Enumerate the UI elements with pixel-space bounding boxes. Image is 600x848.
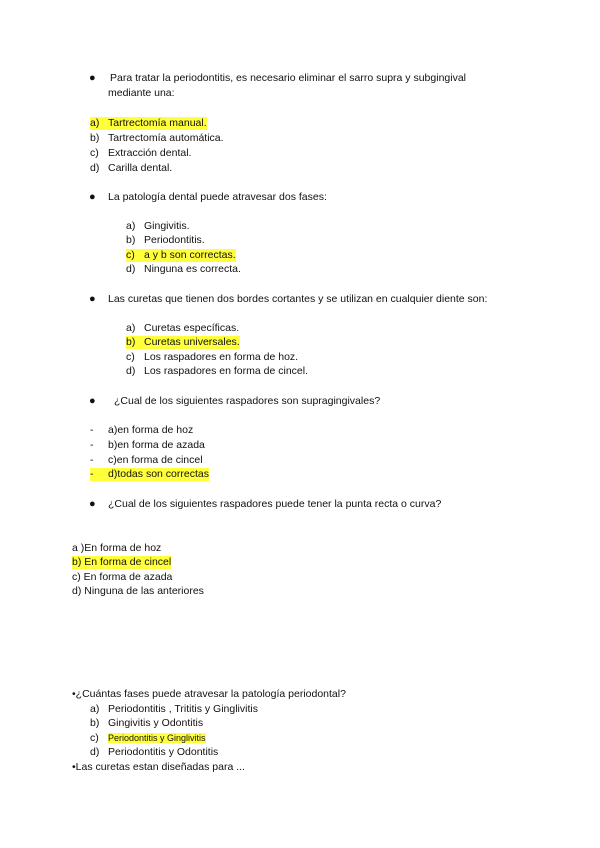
option-text: d)todas son correctas xyxy=(108,468,209,480)
q3-option-d xyxy=(126,365,308,378)
option-text: Tartrectomía manual. xyxy=(108,117,207,129)
option-text: Los raspadores en forma de cincel. xyxy=(144,365,309,377)
option-marker: b) xyxy=(90,132,100,144)
question-7-text: •Las curetas estan diseñadas para ... xyxy=(72,761,245,773)
q2-option-c xyxy=(126,249,236,262)
option-marker: a) xyxy=(126,220,136,232)
option-marker: b) xyxy=(126,336,136,348)
option-text: Gingivitis. xyxy=(144,220,190,232)
q2-option-b xyxy=(126,234,205,247)
question-4-text: ¿Cual de los siguientes raspadores son supragingivales? xyxy=(114,395,381,407)
option-text: Curetas específicas. xyxy=(144,322,240,334)
option-marker: d) xyxy=(126,263,136,275)
option-text: Los raspadores en forma de hoz. xyxy=(144,351,299,363)
question-5-text: ¿Cual de los siguientes raspadores puede tener la punta recta o curva? xyxy=(108,498,442,510)
option-marker: b) xyxy=(126,234,136,246)
q1-option-c xyxy=(90,147,191,160)
q1-option-d xyxy=(90,162,172,175)
option-marker: - xyxy=(90,439,94,451)
option-text: Carilla dental. xyxy=(108,162,173,174)
question-1-text-line2: mediante una: xyxy=(108,87,175,99)
question-2-text: La patología dental puede atravesar dos fases: xyxy=(108,191,327,203)
option-marker: a) xyxy=(90,703,100,715)
option-text: Curetas universales. xyxy=(144,336,240,348)
q4-option-c xyxy=(90,454,203,467)
option-text: b)en forma de azada xyxy=(108,439,205,451)
option-text: Extracción dental. xyxy=(108,147,192,159)
q5-option-a: a )En forma de hoz xyxy=(72,542,162,554)
q6-option-c xyxy=(90,732,206,745)
option-text: a)en forma de hoz xyxy=(108,424,194,436)
q3-option-b xyxy=(126,336,240,349)
q3-option-a xyxy=(126,322,239,335)
option-marker: - xyxy=(90,454,94,466)
option-text: Ninguna es correcta. xyxy=(144,263,241,275)
option-marker: - xyxy=(90,468,94,480)
q2-option-d xyxy=(126,263,241,276)
option-marker: b) xyxy=(90,717,100,729)
q5-option-c: c) En forma de azada xyxy=(72,571,173,583)
q6-option-d xyxy=(90,746,218,759)
q2-option-a xyxy=(126,220,190,233)
option-marker: d) xyxy=(126,365,136,377)
option-text: Periodontitis. xyxy=(144,234,205,246)
q1-option-a xyxy=(90,117,207,130)
q5-option-b: b) En forma de cincel xyxy=(72,556,172,568)
q6-option-b xyxy=(90,717,203,730)
q4-option-b xyxy=(90,439,205,452)
bullet-icon: ● xyxy=(89,72,96,84)
option-marker: c) xyxy=(90,147,99,159)
option-marker: c) xyxy=(90,732,99,744)
option-marker: c) xyxy=(126,351,135,363)
q3-option-c xyxy=(126,351,298,364)
bullet-icon: ● xyxy=(89,191,96,203)
question-1-text-line1: Para tratar la periodontitis, es necesario eliminar el sarro supra y subgingival xyxy=(110,72,467,84)
q4-option-d xyxy=(90,468,209,481)
option-text: c)en forma de cincel xyxy=(108,454,203,466)
option-marker: d) xyxy=(90,746,100,758)
bullet-icon: ● xyxy=(89,293,96,305)
option-marker: a) xyxy=(90,117,100,129)
option-text: Gingivitis y Odontitis xyxy=(108,717,204,729)
question-3-text: Las curetas que tienen dos bordes cortantes y se utilizan en cualquier diente son: xyxy=(108,293,488,305)
option-marker: c) xyxy=(126,249,135,261)
q1-option-b xyxy=(90,132,224,145)
q5-option-d: d) Ninguna de las anteriores xyxy=(72,585,204,597)
option-text: Periodontitis y Odontitis xyxy=(108,746,219,758)
option-marker: - xyxy=(90,424,94,436)
q6-option-a xyxy=(90,703,258,716)
option-text: Periodontitis y Ginglivitis xyxy=(108,733,206,743)
option-marker: a) xyxy=(126,322,136,334)
option-text: Tartrectomía automática. xyxy=(108,132,224,144)
option-text: a y b son correctas. xyxy=(144,249,236,261)
q4-option-a xyxy=(90,424,193,437)
question-6-text: •¿Cuántas fases puede atravesar la patología periodontal? xyxy=(72,688,346,700)
bullet-icon: ● xyxy=(89,498,96,510)
option-marker: d) xyxy=(90,162,100,174)
option-text: Periodontitis , Trititis y Ginglivitis xyxy=(108,703,258,715)
bullet-icon: ● xyxy=(89,395,96,407)
